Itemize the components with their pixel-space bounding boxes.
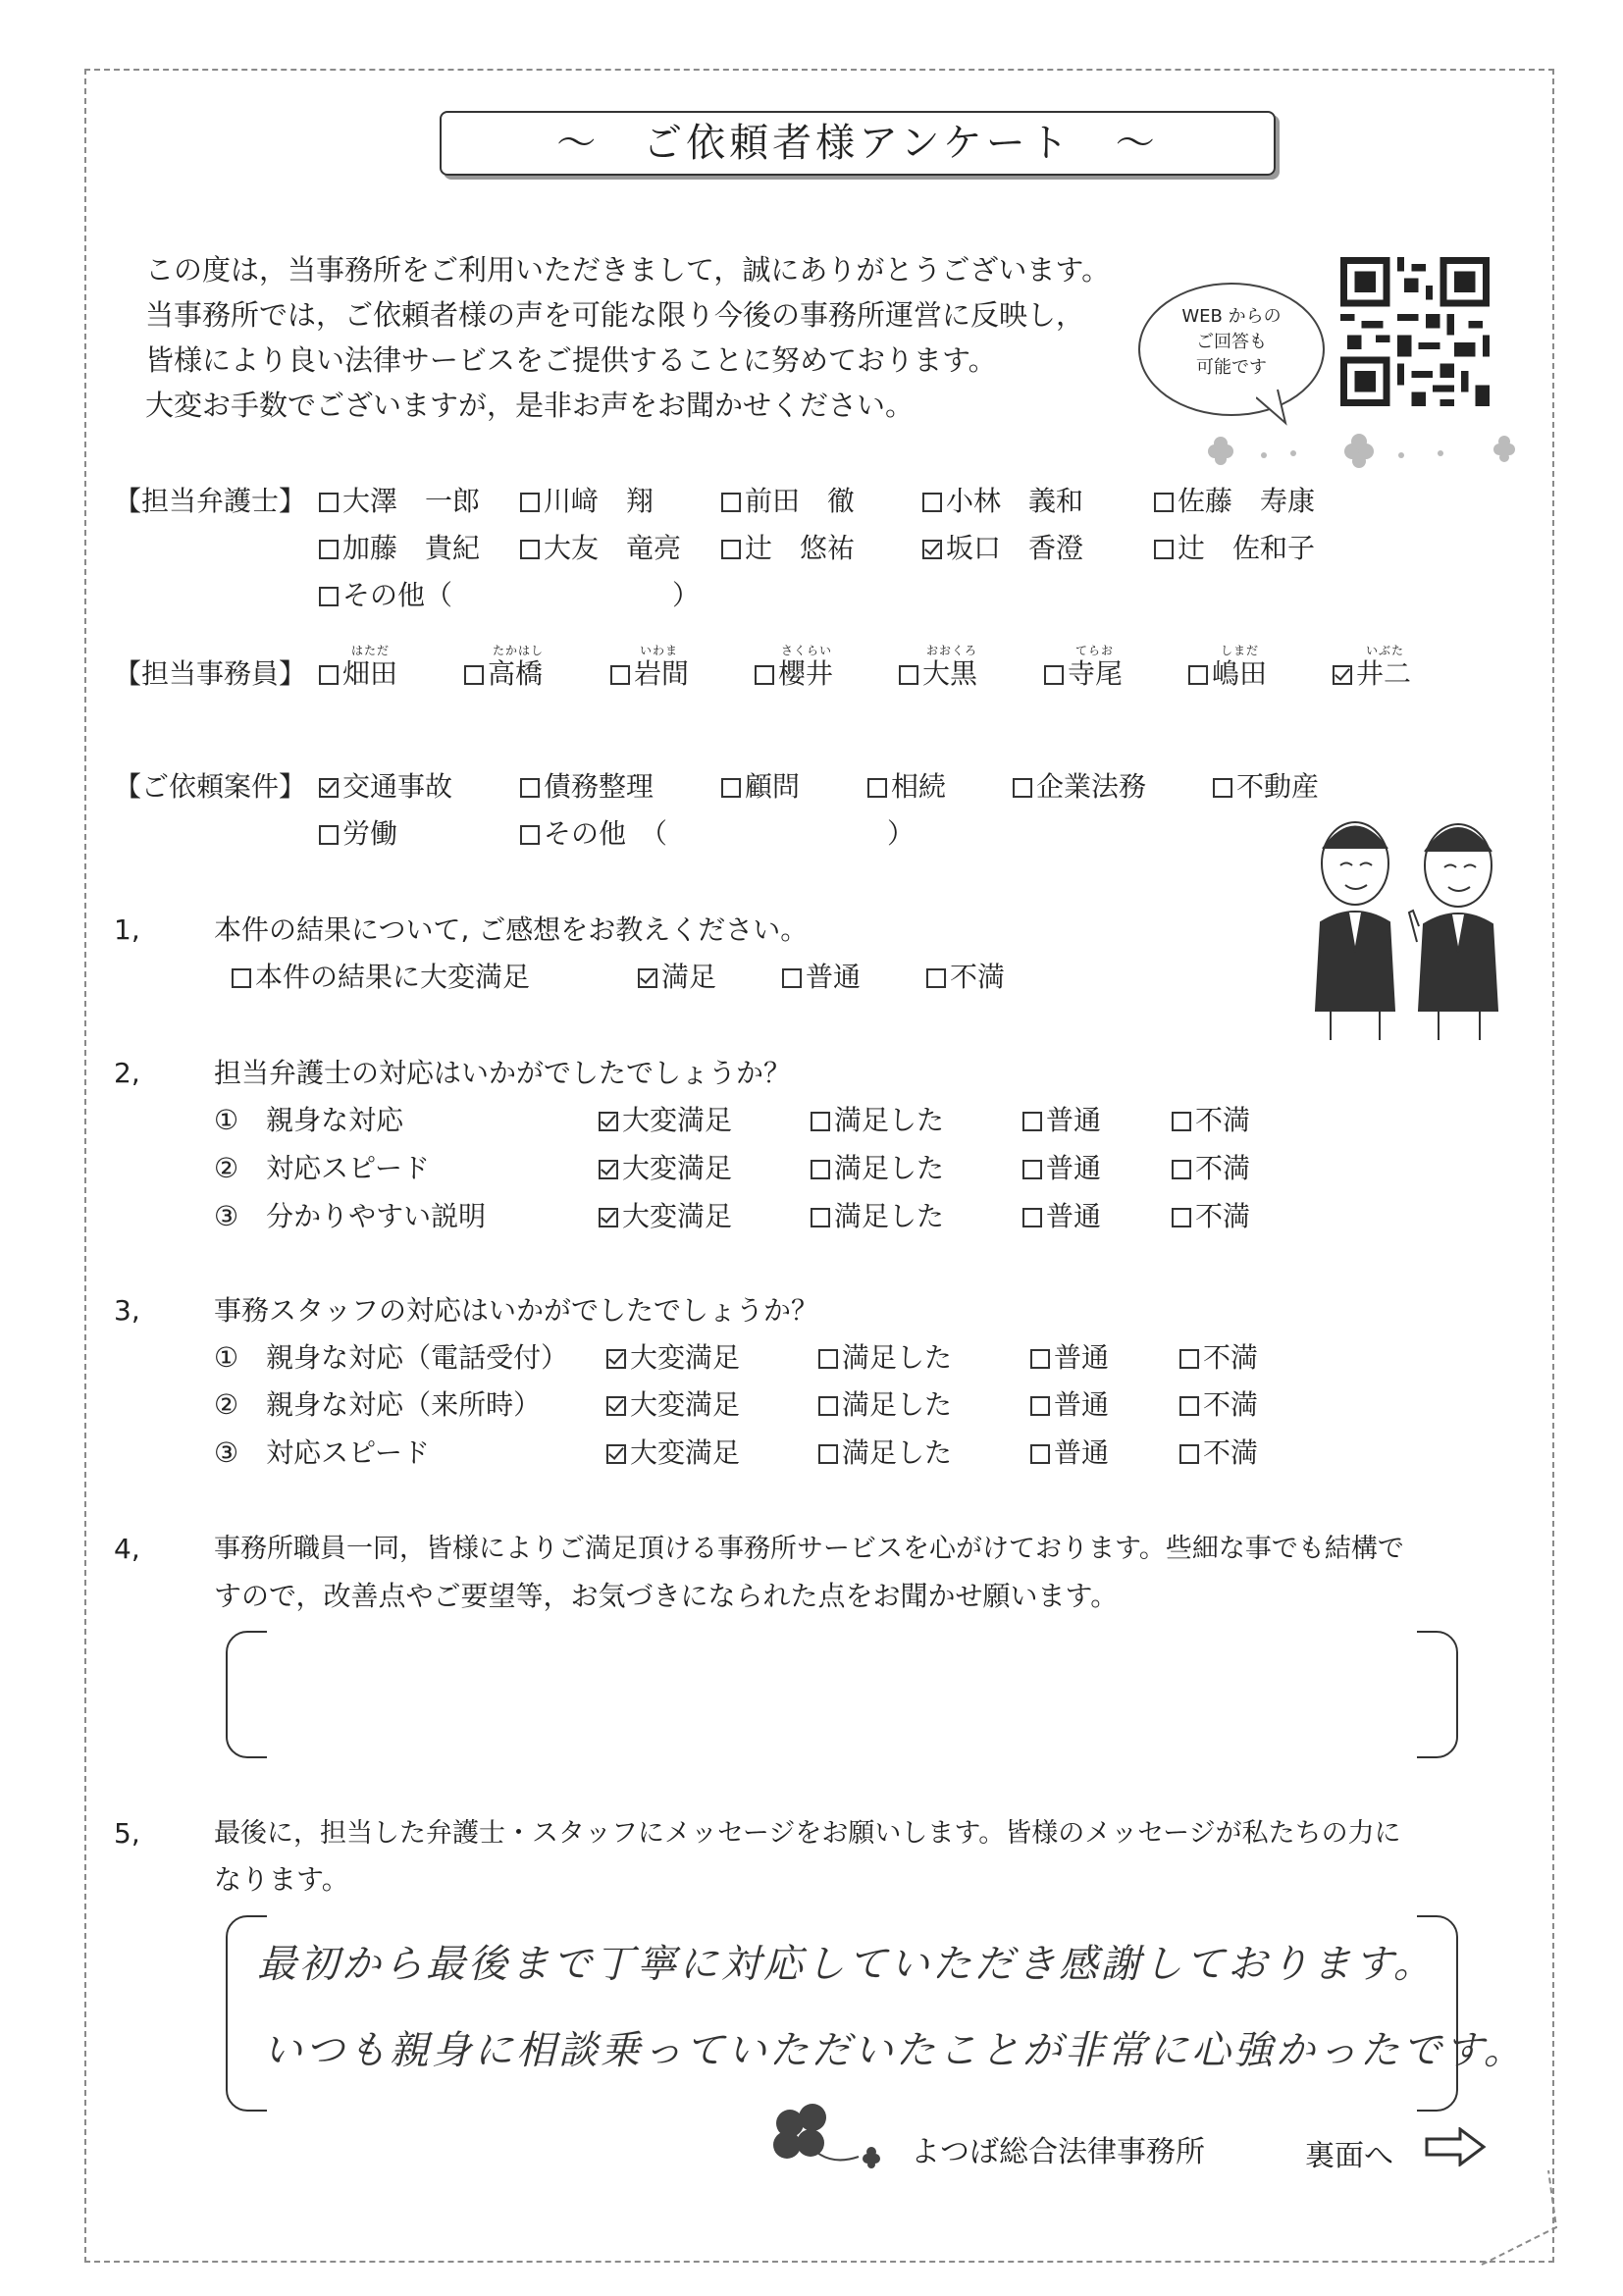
- q3-option[interactable]: 普通: [1030, 1391, 1109, 1419]
- staff-option[interactable]: 大黒: [899, 660, 977, 688]
- checkbox[interactable]: [319, 493, 339, 512]
- arrow-right-icon[interactable]: [1425, 2127, 1488, 2166]
- case-option[interactable]: 債務整理: [520, 773, 654, 801]
- q3-option[interactable]: 満足した: [818, 1344, 952, 1372]
- bubble-line: WEB からの: [1181, 306, 1282, 327]
- checkbox[interactable]: [721, 540, 741, 559]
- q3-number: 3,: [114, 1294, 140, 1327]
- checkbox-checked[interactable]: [606, 1349, 626, 1369]
- q2-option[interactable]: 満足した: [811, 1203, 944, 1230]
- case-other[interactable]: その他 （ ）: [520, 820, 915, 848]
- checkbox[interactable]: [1030, 1444, 1050, 1464]
- checkbox[interactable]: [1030, 1396, 1050, 1416]
- checkbox[interactable]: [1022, 1208, 1042, 1227]
- staff-option[interactable]: 櫻井: [755, 660, 833, 688]
- checkbox[interactable]: [721, 493, 741, 512]
- checkbox[interactable]: [319, 825, 339, 845]
- case-option[interactable]: 相続: [867, 773, 946, 801]
- checkbox-checked[interactable]: [638, 968, 657, 988]
- q2-option[interactable]: 不満: [1172, 1203, 1250, 1230]
- q3-option[interactable]: 満足した: [818, 1391, 952, 1419]
- ruby: てらお: [1075, 644, 1115, 657]
- bubble-line: 可能です: [1196, 357, 1267, 378]
- checkbox[interactable]: [464, 665, 484, 685]
- checkbox[interactable]: [818, 1444, 838, 1464]
- checkbox-checked[interactable]: [606, 1396, 626, 1416]
- checkbox[interactable]: [1179, 1444, 1199, 1464]
- q2-option[interactable]: 満足した: [811, 1155, 944, 1182]
- staff-option[interactable]: 岩間: [610, 660, 689, 688]
- checkbox-checked[interactable]: [606, 1444, 626, 1464]
- lawyer-option[interactable]: 小林 義和: [922, 488, 1083, 515]
- lawyer-option[interactable]: 佐藤 寿康: [1154, 488, 1315, 515]
- q4-question: 事務所職員一同，皆様によりご満足頂ける事務所サービスを心がけております。些細な事でも結構で: [214, 1534, 1404, 1564]
- staff-label: 【担当事務員】: [114, 657, 307, 690]
- checkbox[interactable]: [1172, 1160, 1191, 1179]
- q1-option[interactable]: 不満: [926, 964, 1005, 991]
- bracket-gap: [267, 1629, 1417, 1760]
- q3-option[interactable]: 不満: [1179, 1344, 1258, 1372]
- checkbox-checked[interactable]: [599, 1160, 618, 1179]
- intro-line: 大変お手数でございますが，是非お声をお聞かせください。: [145, 389, 915, 422]
- q5-answer-line: いつも親身に相談乗っていただいたことが非常に心強かったです。: [263, 2028, 1526, 2073]
- q2-option[interactable]: 大変満足: [599, 1155, 732, 1182]
- q1-option[interactable]: 満足: [638, 964, 716, 991]
- q5-question: 最後に，担当した弁護士・スタッフにメッセージをお願いします。皆様のメッセージが私たちの力に: [214, 1818, 1401, 1849]
- q2-option[interactable]: 満足した: [811, 1107, 944, 1134]
- q5-question-cont: なります。: [214, 1863, 349, 1896]
- intro-line: 皆様により良い法律サービスをご提供することに努めております。: [145, 343, 997, 377]
- q3-option[interactable]: 満足した: [818, 1439, 952, 1467]
- checkbox[interactable]: [319, 665, 339, 685]
- checkbox[interactable]: [1013, 778, 1032, 798]
- lawyer-option[interactable]: 加藤 貴紀: [319, 535, 480, 562]
- staff-option[interactable]: 畑田: [319, 660, 397, 688]
- q2-question: 担当弁護士の対応はいかがでしたでしょうか？: [214, 1057, 792, 1089]
- q2-option[interactable]: 普通: [1022, 1107, 1101, 1134]
- intro-line: 当事務所では，ご依頼者様の声を可能な限り今後の事務所運営に反映し，: [145, 298, 1085, 332]
- checkbox[interactable]: [922, 493, 942, 512]
- checkbox[interactable]: [232, 968, 251, 988]
- q2-number: 2,: [114, 1057, 140, 1089]
- next-page-link[interactable]: 裏面へ: [1305, 2139, 1393, 2173]
- lawyer-option[interactable]: 前田 徹: [721, 488, 855, 515]
- q1-option[interactable]: 普通: [782, 964, 861, 991]
- bubble-line: ご回答も: [1196, 332, 1267, 352]
- lawyer-option[interactable]: 川﨑 翔: [520, 488, 654, 515]
- q3-option[interactable]: 普通: [1030, 1344, 1109, 1372]
- ruby: たかはし: [493, 644, 545, 657]
- q2-row-label: ② 対応スピード: [214, 1152, 430, 1184]
- checkbox[interactable]: [1154, 493, 1174, 512]
- q3-row-label: ③ 対応スピード: [214, 1436, 430, 1469]
- q4-number: 4,: [114, 1533, 140, 1565]
- q2-option[interactable]: 大変満足: [599, 1203, 732, 1230]
- checkbox-checked[interactable]: [922, 540, 942, 559]
- checkbox[interactable]: [1179, 1349, 1199, 1369]
- firm-name: よつば総合法律事務所: [911, 2135, 1205, 2169]
- intro-text: [145, 247, 1110, 428]
- q3-option[interactable]: 普通: [1030, 1439, 1109, 1467]
- lawyer-option[interactable]: 大友 竜亮: [520, 535, 681, 562]
- checkbox-checked[interactable]: [599, 1208, 618, 1227]
- checkbox[interactable]: [867, 778, 887, 798]
- q3-option[interactable]: 大変満足: [606, 1391, 740, 1419]
- checkbox-checked[interactable]: [599, 1112, 618, 1131]
- ruby: はただ: [351, 644, 391, 657]
- checkbox[interactable]: [818, 1349, 838, 1369]
- checkbox[interactable]: [811, 1160, 830, 1179]
- web-answer-bubble: [1138, 283, 1325, 416]
- checkbox[interactable]: [811, 1112, 830, 1131]
- clover-decoration-icon: [1205, 432, 1519, 481]
- checkbox[interactable]: [520, 493, 540, 512]
- q2-option[interactable]: 大変満足: [599, 1107, 732, 1134]
- case-option[interactable]: 不動産: [1213, 773, 1319, 801]
- checkbox[interactable]: [319, 540, 339, 559]
- ruby: さくらい: [781, 644, 833, 657]
- checkbox[interactable]: [520, 540, 540, 559]
- case-option[interactable]: 顧問: [721, 773, 800, 801]
- q5-answer-line: 最初から最後まで丁寧に対応していただき感謝しております。: [257, 1942, 1436, 1987]
- checkbox[interactable]: [755, 665, 774, 685]
- q2-option[interactable]: 普通: [1022, 1155, 1101, 1182]
- checkbox[interactable]: [1022, 1112, 1042, 1131]
- checkbox[interactable]: [818, 1396, 838, 1416]
- checkbox[interactable]: [782, 968, 802, 988]
- checkbox[interactable]: [899, 665, 918, 685]
- checkbox[interactable]: [1188, 665, 1208, 685]
- lawyers-illustration-icon: [1301, 805, 1517, 1050]
- checkbox[interactable]: [1022, 1160, 1042, 1179]
- q1-number: 1,: [114, 913, 140, 946]
- q2-option[interactable]: 普通: [1022, 1203, 1101, 1230]
- q1-option[interactable]: 本件の結果に大変満足: [232, 964, 530, 991]
- qr-code-icon[interactable]: [1340, 255, 1490, 408]
- page-title: ～ ご依頼者様アンケート ～: [440, 111, 1276, 176]
- q3-option[interactable]: 大変満足: [606, 1439, 740, 1467]
- intro-line: この度は，当事務所をご利用いただきまして，誠にありがとうございます。: [145, 253, 1111, 287]
- case-option[interactable]: 交通事故: [319, 773, 452, 801]
- lawyer-option[interactable]: 辻 佐和子: [1154, 535, 1315, 562]
- q3-option[interactable]: 不満: [1179, 1391, 1258, 1419]
- q3-row-label: ② 親身な対応（来所時）: [214, 1388, 542, 1421]
- checkbox[interactable]: [1179, 1396, 1199, 1416]
- q2-option[interactable]: 不満: [1172, 1107, 1250, 1134]
- q1-question: 本件の結果について, ご感想をお教えください。: [214, 913, 809, 946]
- bubble-tail: [1256, 388, 1295, 427]
- q3-option[interactable]: 大変満足: [606, 1344, 740, 1372]
- q2-option[interactable]: 不満: [1172, 1155, 1250, 1182]
- q3-option[interactable]: 不満: [1179, 1439, 1258, 1467]
- staff-option[interactable]: 井二: [1333, 660, 1411, 688]
- checkbox[interactable]: [1213, 778, 1232, 798]
- q3-question: 事務スタッフの対応はいかがでしたでしょうか？: [214, 1294, 819, 1327]
- staff-option[interactable]: 高橋: [464, 660, 543, 688]
- checkbox[interactable]: [520, 778, 540, 798]
- checkbox[interactable]: [319, 587, 339, 606]
- checkbox-checked[interactable]: [319, 778, 339, 798]
- page-curl: [1480, 2168, 1558, 2267]
- checkbox[interactable]: [610, 665, 630, 685]
- ruby: おおくろ: [926, 644, 978, 657]
- case-option[interactable]: 企業法務: [1013, 773, 1146, 801]
- ruby: いわま: [640, 644, 679, 657]
- case-option[interactable]: 労働: [319, 820, 397, 848]
- checkbox[interactable]: [1044, 665, 1064, 685]
- staff-option[interactable]: 嶋田: [1188, 660, 1267, 688]
- staff-option[interactable]: 寺尾: [1044, 660, 1123, 688]
- lawyer-option[interactable]: 大澤 一郎: [319, 488, 480, 515]
- checkbox[interactable]: [1154, 540, 1174, 559]
- checkbox[interactable]: [1172, 1208, 1191, 1227]
- lawyer-option[interactable]: 坂口 香澄: [922, 535, 1083, 562]
- q4-answer-box[interactable]: [226, 1631, 1458, 1758]
- ruby: いぶた: [1366, 644, 1405, 657]
- q2-row-label: ① 親身な対応: [214, 1104, 404, 1136]
- checkbox[interactable]: [1172, 1112, 1191, 1131]
- checkbox[interactable]: [811, 1208, 830, 1227]
- q5-number: 5,: [114, 1817, 140, 1850]
- checkbox-checked[interactable]: [1333, 665, 1352, 685]
- q4-question-cont: すので，改善点やご要望等，お気づきになられた点をお聞かせ願います。: [214, 1580, 1119, 1612]
- q2-row-label: ③ 分かりやすい説明: [214, 1200, 487, 1232]
- q3-row-label: ① 親身な対応（電話受付）: [214, 1341, 569, 1374]
- checkbox[interactable]: [1030, 1349, 1050, 1369]
- lawyers-label: 【担当弁護士】: [114, 485, 307, 517]
- checkbox[interactable]: [926, 968, 946, 988]
- ruby: しまだ: [1221, 644, 1260, 657]
- checkbox[interactable]: [520, 825, 540, 845]
- lawyer-option[interactable]: 辻 悠祐: [721, 535, 855, 562]
- checkbox[interactable]: [721, 778, 741, 798]
- clover-logo-icon: [765, 2100, 893, 2178]
- cases-label: 【ご依頼案件】: [114, 770, 307, 803]
- lawyer-other[interactable]: その他（ ）: [319, 582, 700, 609]
